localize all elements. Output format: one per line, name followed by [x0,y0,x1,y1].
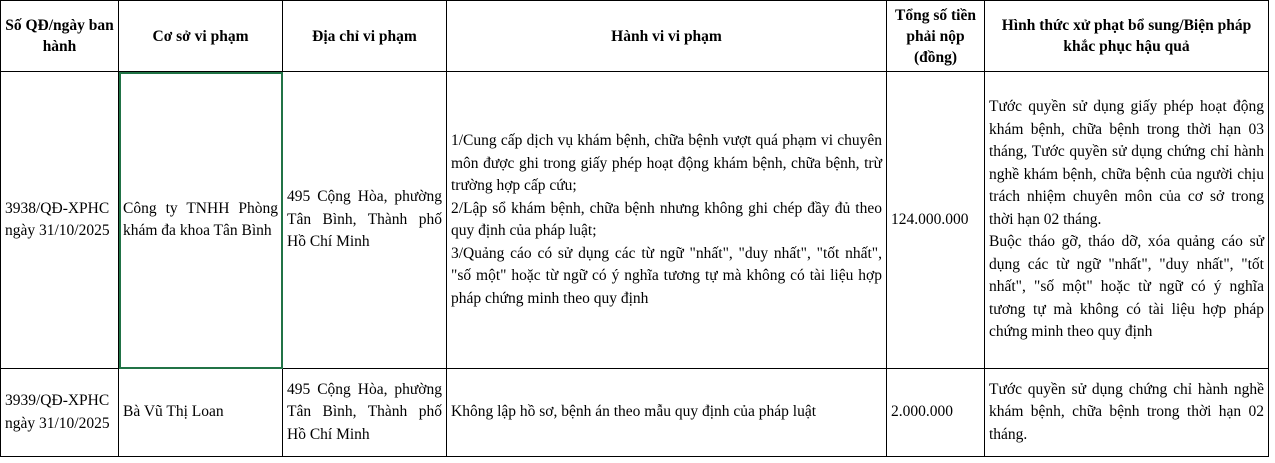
header-address[interactable]: Địa chỉ vi phạm [283,1,447,72]
facility-cell[interactable]: Công ty TNHH Phòng khám đa khoa Tân Bình [119,72,283,369]
violation-item: Không lập hồ sơ, bệnh án theo mẫu quy định của pháp luật [451,403,817,421]
address-cell[interactable]: 495 Cộng Hòa, phường Tân Bình, Thành phố Hồ Chí Minh [283,72,447,369]
violation-item: 2/Lập sổ khám bệnh, chữa bệnh nhưng không ghi chép đầy đủ theo quy định của pháp luật; [451,199,882,239]
address-cell[interactable]: 495 Cộng Hòa, phường Tân Bình, Thành phố Hồ Chí Minh [283,369,447,457]
violations-cell[interactable] [447,72,887,369]
measures-cell[interactable] [985,72,1269,369]
measure-item: Buộc tháo gỡ, tháo dỡ, xóa quảng cáo sử dụng các từ ngữ "nhất", "duy nhất", "tốt nhất", "số một" hoặc từ ngữ có ý nghĩa tương tự mà không có tài liệu hợp pháp chứng minh theo quy định [989,233,1264,341]
header-facility[interactable]: Cơ sở vi phạm [119,1,283,72]
header-violations[interactable]: Hành vi vi phạm [447,1,887,72]
header-measures[interactable]: Hình thức xử phạt bổ sung/Biện pháp khắc phục hậu quả [985,1,1269,72]
table-row [1,369,1269,457]
measures-cell[interactable] [985,369,1269,457]
facility-cell[interactable]: Bà Vũ Thị Loan [119,369,283,457]
header-amount[interactable]: Tổng số tiền phải nộp (đồng) [887,1,985,72]
header-row [1,1,1269,72]
decision-cell[interactable]: 3938/QĐ-XPHC ngày 31/10/2025 [1,72,119,369]
table-row [1,72,1269,369]
violation-item: 1/Cung cấp dịch vụ khám bệnh, chữa bệnh vượt quá phạm vi chuyên môn được ghi trong giấy phép hoạt động khám bệnh, chữa bệnh, trừ trường hợp cấp cứu; [451,132,882,194]
violations-cell[interactable] [447,369,887,457]
header-decision[interactable]: Số QĐ/ngày ban hành [1,1,119,72]
amount-cell[interactable]: 2.000.000 [887,369,985,457]
amount-cell[interactable]: 124.000.000 [887,72,985,369]
measure-item: Tước quyền sử dụng chứng chỉ hành nghề khám bệnh, chữa bệnh trong thời hạn 02 tháng. [989,380,1264,443]
measure-item: Tước quyền sử dụng giấy phép hoạt động khám bệnh, chữa bệnh trong thời hạn 03 tháng, Tước quyền sử dụng chứng chỉ hành nghề khám bệnh, chữa bệnh của người chịu trách nhiệm chuyên môn của cơ sở trong thời hạn 02 tháng. [989,98,1264,228]
violation-item: 3/Quảng cáo có sử dụng các từ ngữ "nhất", "duy nhất", "tốt nhất", "số một" hoặc từ ngữ có ý nghĩa tương tự mà không có tài liệu hợp pháp chứng minh theo quy định [451,244,882,307]
decision-cell[interactable]: 3939/QĐ-XPHC ngày 31/10/2025 [1,369,119,457]
